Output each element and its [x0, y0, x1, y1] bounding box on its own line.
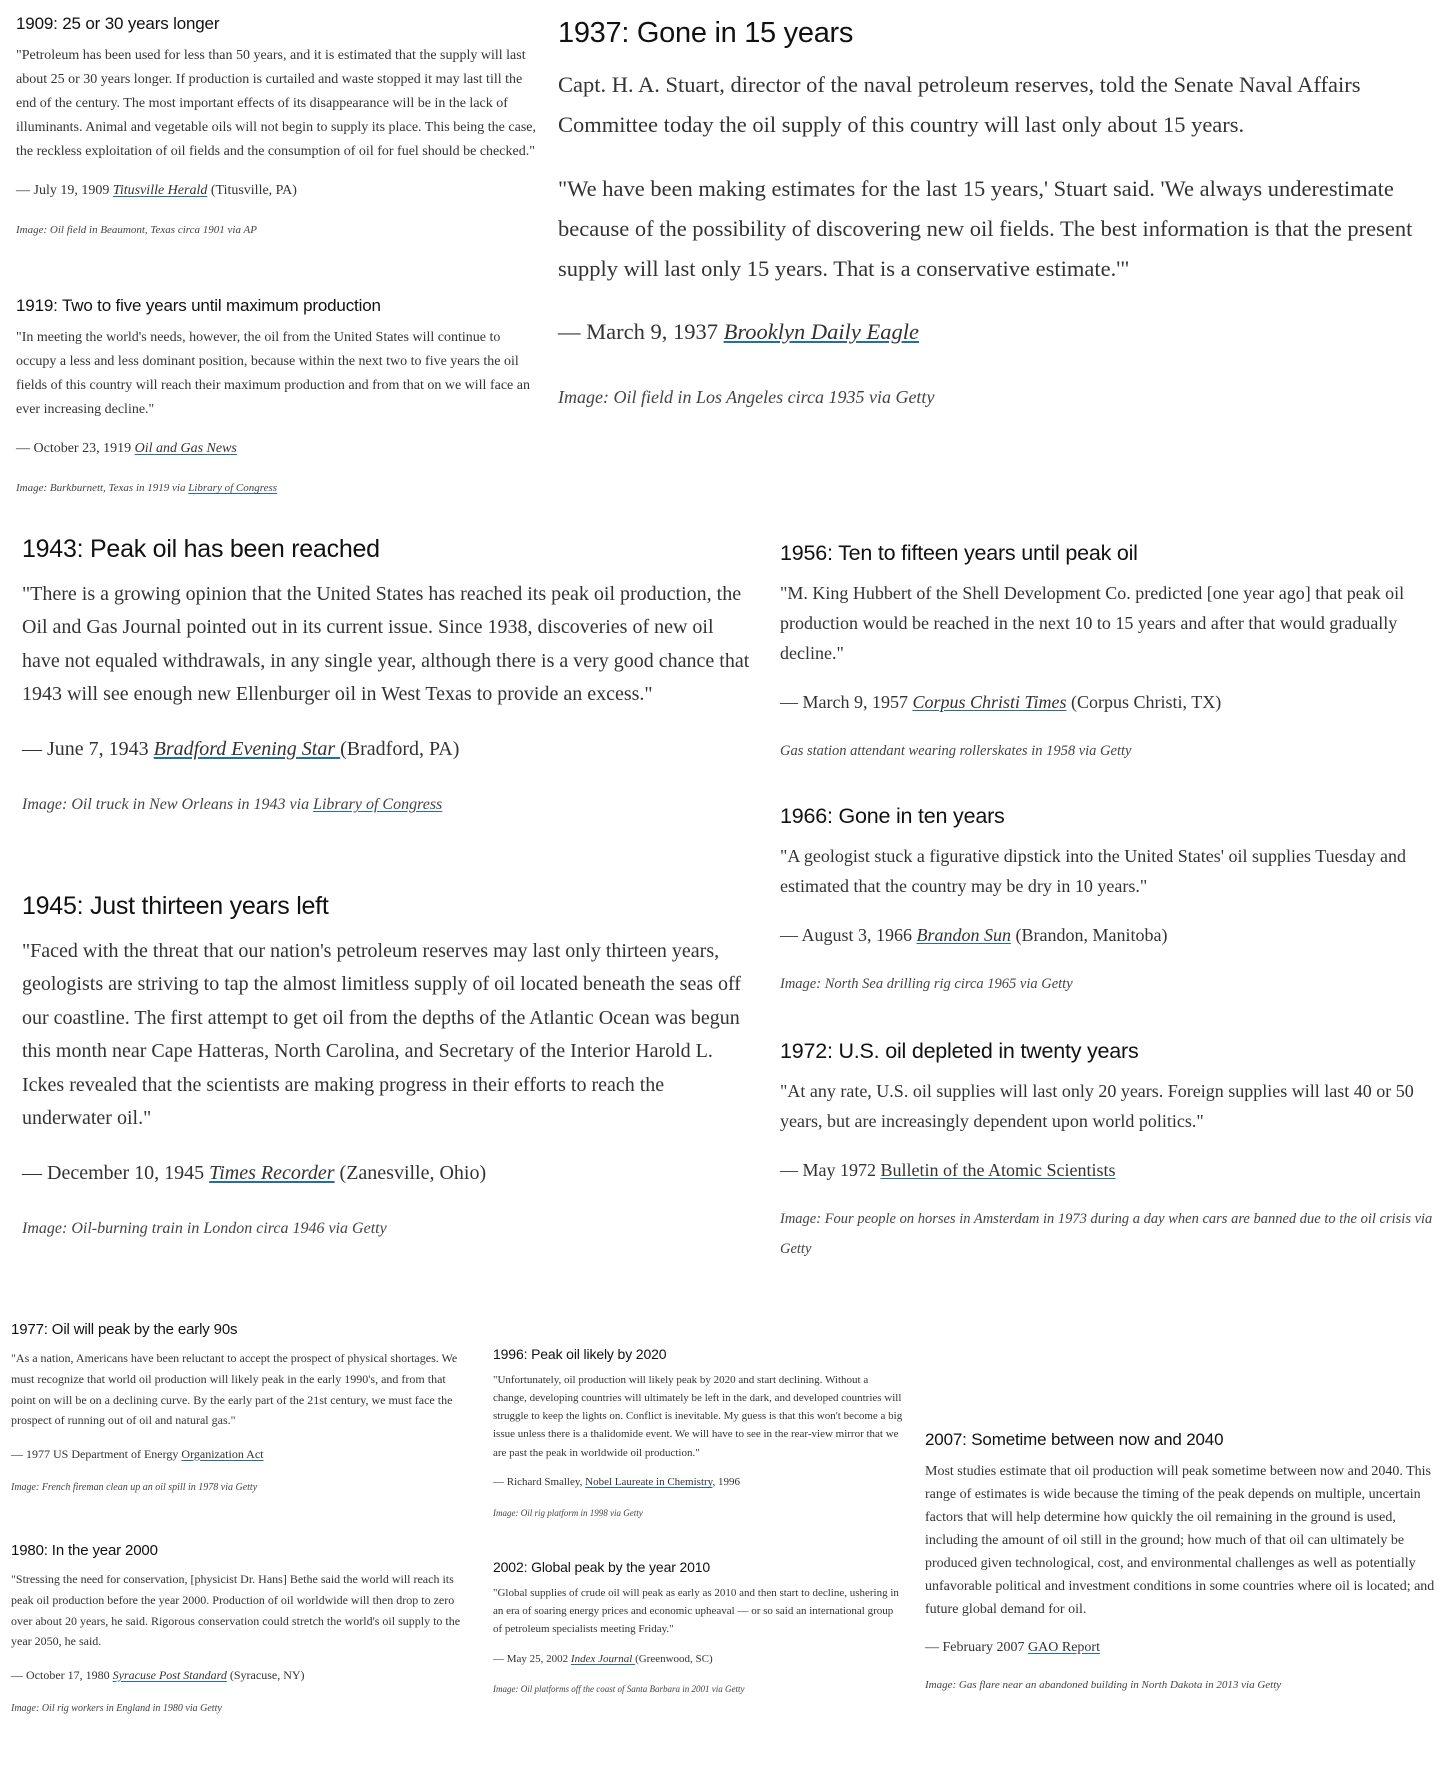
prediction-section	[11, 1541, 461, 1719]
quote-paragraph: "M. King Hubbert of the Shell Development Co. predicted [one year ago] that peak oil production would be reached in the next 10 to 15 years and after that would gradually decline."	[780, 582, 1405, 663]
source-link[interactable]: Brandon Sun	[916, 924, 1012, 945]
prediction-section	[22, 533, 752, 822]
image-caption	[493, 1680, 903, 1698]
section-title: 1972: U.S. oil depleted in twenty years	[780, 1039, 1139, 1063]
prediction-section	[16, 13, 542, 242]
source-link[interactable]: Index Journal	[570, 1652, 636, 1665]
image-caption	[16, 218, 542, 242]
source-link[interactable]: Times Recorder	[209, 1161, 335, 1184]
section-title: 1919: Two to five years until maximum production	[16, 296, 381, 315]
image-caption	[493, 1504, 903, 1522]
prediction-section	[558, 14, 1438, 417]
attribution-date: — October 17, 1980	[11, 1667, 113, 1682]
section-title: 2007: Sometime between now and 2040	[925, 1430, 1224, 1449]
attribution-date: — October 23, 1919	[16, 441, 135, 457]
quote-paragraph: "There is a growing opinion that the United States has reached its peak oil production, the Oil and Gas Journal pointed out in its current issue. Since 1938, discoveries of new oil have not equaled withdrawals, in any single year, although there is a very good chance that 1943 will see enough new Ellenburger oil in West Texas to provide an excess."	[22, 582, 750, 705]
attribution	[925, 1636, 1445, 1659]
prediction-section	[493, 1345, 903, 1522]
attribution	[493, 1650, 903, 1668]
source-link[interactable]: Oil and Gas News	[134, 441, 237, 457]
source-link[interactable]: Nobel Laureate in Chemistry	[585, 1476, 713, 1489]
attribution-location: , 1996	[712, 1476, 740, 1489]
image-caption	[780, 736, 1440, 766]
source-link[interactable]: Syracuse Post Standard	[112, 1667, 227, 1682]
image-caption	[925, 1674, 1445, 1697]
quote-paragraph: "A geologist stuck a figurative dipstick into the United States' oil supplies Tuesday and estimated that the country may be dry in 10 years."	[780, 845, 1407, 896]
quote-paragraph: "We have been making estimates for the last 15 years,' Stuart said. 'We always underestimate because of the possibility of discovering new oil fields. The best information is that the present supply will last only 15 years. That is a conservative estimate.'"	[558, 175, 1413, 281]
attribution-date: — Richard Smalley,	[493, 1476, 586, 1489]
section-title: 1956: Ten to fifteen years until peak oil	[780, 541, 1138, 565]
section-title: 2002: Global peak by the year 2010	[493, 1559, 711, 1575]
caption-text: Image: Oil field in Los Angeles circa 1935 via Getty	[558, 387, 935, 408]
source-link[interactable]: Bradford Evening Star	[153, 737, 341, 760]
attribution	[11, 1665, 461, 1686]
prediction-section	[16, 295, 542, 500]
attribution-location: (Titusville, PA)	[207, 183, 297, 199]
image-caption	[16, 476, 542, 500]
attribution-location: (Greenwood, SC)	[635, 1652, 713, 1665]
image-caption	[22, 788, 752, 822]
source-link[interactable]: Brooklyn Daily Eagle	[723, 319, 919, 345]
prediction-section	[925, 1429, 1445, 1697]
image-caption	[11, 1699, 461, 1720]
section-title: 1996: Peak oil likely by 2020	[493, 1346, 667, 1362]
prediction-section	[22, 890, 752, 1246]
attribution	[11, 1444, 461, 1465]
source-link[interactable]: Bulletin of the Atomic Scientists	[880, 1159, 1116, 1180]
attribution-location: (Syracuse, NY)	[226, 1667, 305, 1682]
source-link[interactable]: Titusville Herald	[112, 183, 208, 199]
attribution	[22, 733, 752, 767]
prediction-section	[11, 1320, 461, 1498]
image-caption	[11, 1478, 461, 1499]
attribution-date: — May 1972	[780, 1159, 881, 1180]
section-title: 1945: Just thirteen years left	[22, 892, 329, 920]
quote-paragraph: "Global supplies of crude oil will peak as early as 2010 and then start to decline, ushering in an era of soaring energy prices and economic upheaval — or so said an international group of petroleum specialists meeting Friday."	[493, 1586, 899, 1636]
quote-paragraph: Most studies estimate that oil production will peak sometime between now and 2040. This range of estimates is wide because the timing of the peak depends on multiple, uncertain factors that will help determine how quickly the oil remaining in the ground is used, including the amount of oil still in the ground; how much of that oil can ultimately be produced given technological, cost, and environmental challenges as well as potentially unfavorable political and investment conditions in some countries where oil is located; and future global demand for oil.	[925, 1464, 1435, 1618]
attribution	[16, 437, 542, 461]
source-link[interactable]: GAO Report	[1028, 1640, 1100, 1656]
attribution-date: — June 7, 1943	[22, 737, 154, 760]
section-title: 1937: Gone in 15 years	[558, 17, 854, 49]
caption-text: Image: Oil platforms off the coast of Santa Barbara in 2001 via Getty	[493, 1684, 745, 1695]
caption-text: Image: Four people on horses in Amsterdam in 1973 during a day when cars are banned due to the oil crisis via Getty	[780, 1211, 1433, 1258]
attribution-date: — August 3, 1966	[780, 924, 917, 945]
caption-text: Image: Oil field in Beaumont, Texas circa 1901 via AP	[16, 224, 257, 237]
quote-paragraph: "Unfortunately, oil production will likely peak by 2020 and start declining. Without a change, developing countries will ultimately be left in the dark, and developed countries will struggle to keep the lights on. Conflict is inevitable. My guess is that this won't become a big issue unless there is a thalidomide event. We will have to see in the rear-view mirror that we are past the peak in worldwide oil production."	[493, 1373, 903, 1459]
attribution	[558, 312, 1438, 352]
source-link[interactable]: Organization Act	[181, 1446, 264, 1461]
attribution	[780, 687, 1440, 717]
caption-text: Image: Burkburnett, Texas in 1919 via	[16, 482, 189, 495]
attribution-location: (Zanesville, Ohio)	[334, 1161, 487, 1184]
attribution-date: — December 10, 1945	[22, 1161, 210, 1184]
attribution-date: — July 19, 1909	[16, 183, 113, 199]
caption-link[interactable]: Library of Congress	[188, 482, 278, 495]
attribution	[780, 920, 1440, 950]
attribution-location: (Bradford, PA)	[340, 737, 460, 760]
section-title: 1966: Gone in ten years	[780, 804, 1005, 828]
image-caption	[780, 1204, 1440, 1264]
section-title: 1980: In the year 2000	[11, 1542, 158, 1559]
caption-text: Gas station attendant wearing rollerskates in 1958 via Getty	[780, 743, 1132, 760]
prediction-section	[780, 802, 1440, 999]
attribution	[16, 179, 542, 203]
caption-link[interactable]: Library of Congress	[313, 796, 443, 813]
quote-paragraph: Capt. H. A. Stuart, director of the naval petroleum reserves, told the Senate Naval Affairs Committee today the oil supply of this country will last only about 15 years.	[558, 72, 1361, 138]
attribution-date: — March 9, 1957	[780, 691, 913, 712]
attribution-date: — 1977 US Department of Energy	[11, 1446, 182, 1461]
caption-text: Image: Gas flare near an abandoned building in North Dakota in 2013 via Getty	[925, 1679, 1282, 1692]
attribution	[493, 1473, 903, 1491]
section-title: 1909: 25 or 30 years longer	[16, 14, 220, 33]
quote-paragraph: "In meeting the world's needs, however, the oil from the United States will continue to occupy a less and less dominant position, because within the next two to five years the oil fields of this country will reach their maximum production and from that on we will face an ever increasing decline."	[16, 330, 530, 418]
source-link[interactable]: Corpus Christi Times	[912, 691, 1067, 712]
attribution-date: — March 9, 1937	[558, 319, 724, 345]
image-caption	[780, 969, 1440, 999]
attribution-location: (Corpus Christi, TX)	[1066, 691, 1222, 712]
quote-paragraph: "Stressing the need for conservation, [physicist Dr. Hans] Bethe said the world will reach its peak oil production before the year 2000. Production of oil worldwide will then drop to zero over about 20 years, he said. Rigorous conservation could stretch the world's oil supply to the year 2050, he said.	[11, 1572, 461, 1649]
attribution-date: — February 2007	[925, 1640, 1029, 1656]
caption-text: Image: North Sea drilling rig circa 1965 via Getty	[780, 976, 1073, 993]
caption-text: Image: French fireman clean up an oil spill in 1978 via Getty	[11, 1481, 258, 1493]
prediction-section	[780, 539, 1440, 766]
caption-text: Image: Oil rig platform in 1998 via Getty	[493, 1507, 643, 1518]
section-title: 1943: Peak oil has been reached	[22, 535, 380, 563]
caption-text: Image: Oil rig workers in England in 1980 via Getty	[11, 1702, 222, 1714]
quote-paragraph: "At any rate, U.S. oil supplies will last only 20 years. Foreign supplies will last 40 or 50 years, but are increasingly dependent upon world politics."	[780, 1080, 1414, 1131]
quote-paragraph: "As a nation, Americans have been reluctant to accept the prospect of physical shortages. We must recognize that world oil production will likely peak in the early 1990's, and from that point on will be on a declining curve. By the early part of the 21st century, we must face the prospect of running out of oil and natural gas."	[11, 1351, 458, 1428]
attribution-date: — May 25, 2002	[493, 1652, 571, 1665]
prediction-section	[780, 1037, 1440, 1264]
image-caption	[22, 1212, 752, 1246]
attribution	[22, 1157, 752, 1191]
attribution-location: (Brandon, Manitoba)	[1011, 924, 1168, 945]
prediction-section	[493, 1558, 903, 1698]
image-caption	[558, 377, 1438, 417]
caption-text: Image: Oil-burning train in London circa 1946 via Getty	[22, 1220, 387, 1237]
quote-paragraph: "Petroleum has been used for less than 50 years, and it is estimated that the supply will last about 25 or 30 years longer. If production is curtailed and waste stopped it may last till the end of the century. The most important effects of its disappearance will be in the lack of illuminants. Animal and vegetable oils will not begin to supply its place. This being the case, the reckless exploitation of oil fields and the consumption of oil for fuel should be checked."	[16, 48, 536, 160]
caption-text: Image: Oil truck in New Orleans in 1943 via	[22, 796, 314, 813]
section-title: 1977: Oil will peak by the early 90s	[11, 1321, 238, 1338]
attribution	[780, 1155, 1440, 1185]
quote-paragraph: "Faced with the threat that our nation's petroleum reserves may last only thirteen years, geologists are striving to tap the almost limitless supply of oil located beneath the seas off our coastline. The first attempt to get oil from the depths of the Atlantic Ocean was begun this month near Cape Hatteras, North Carolina, and Secretary of the Interior Harold L. Ickes revealed that the scientists are making progress in their efforts to reach the underwater oil."	[22, 939, 741, 1129]
